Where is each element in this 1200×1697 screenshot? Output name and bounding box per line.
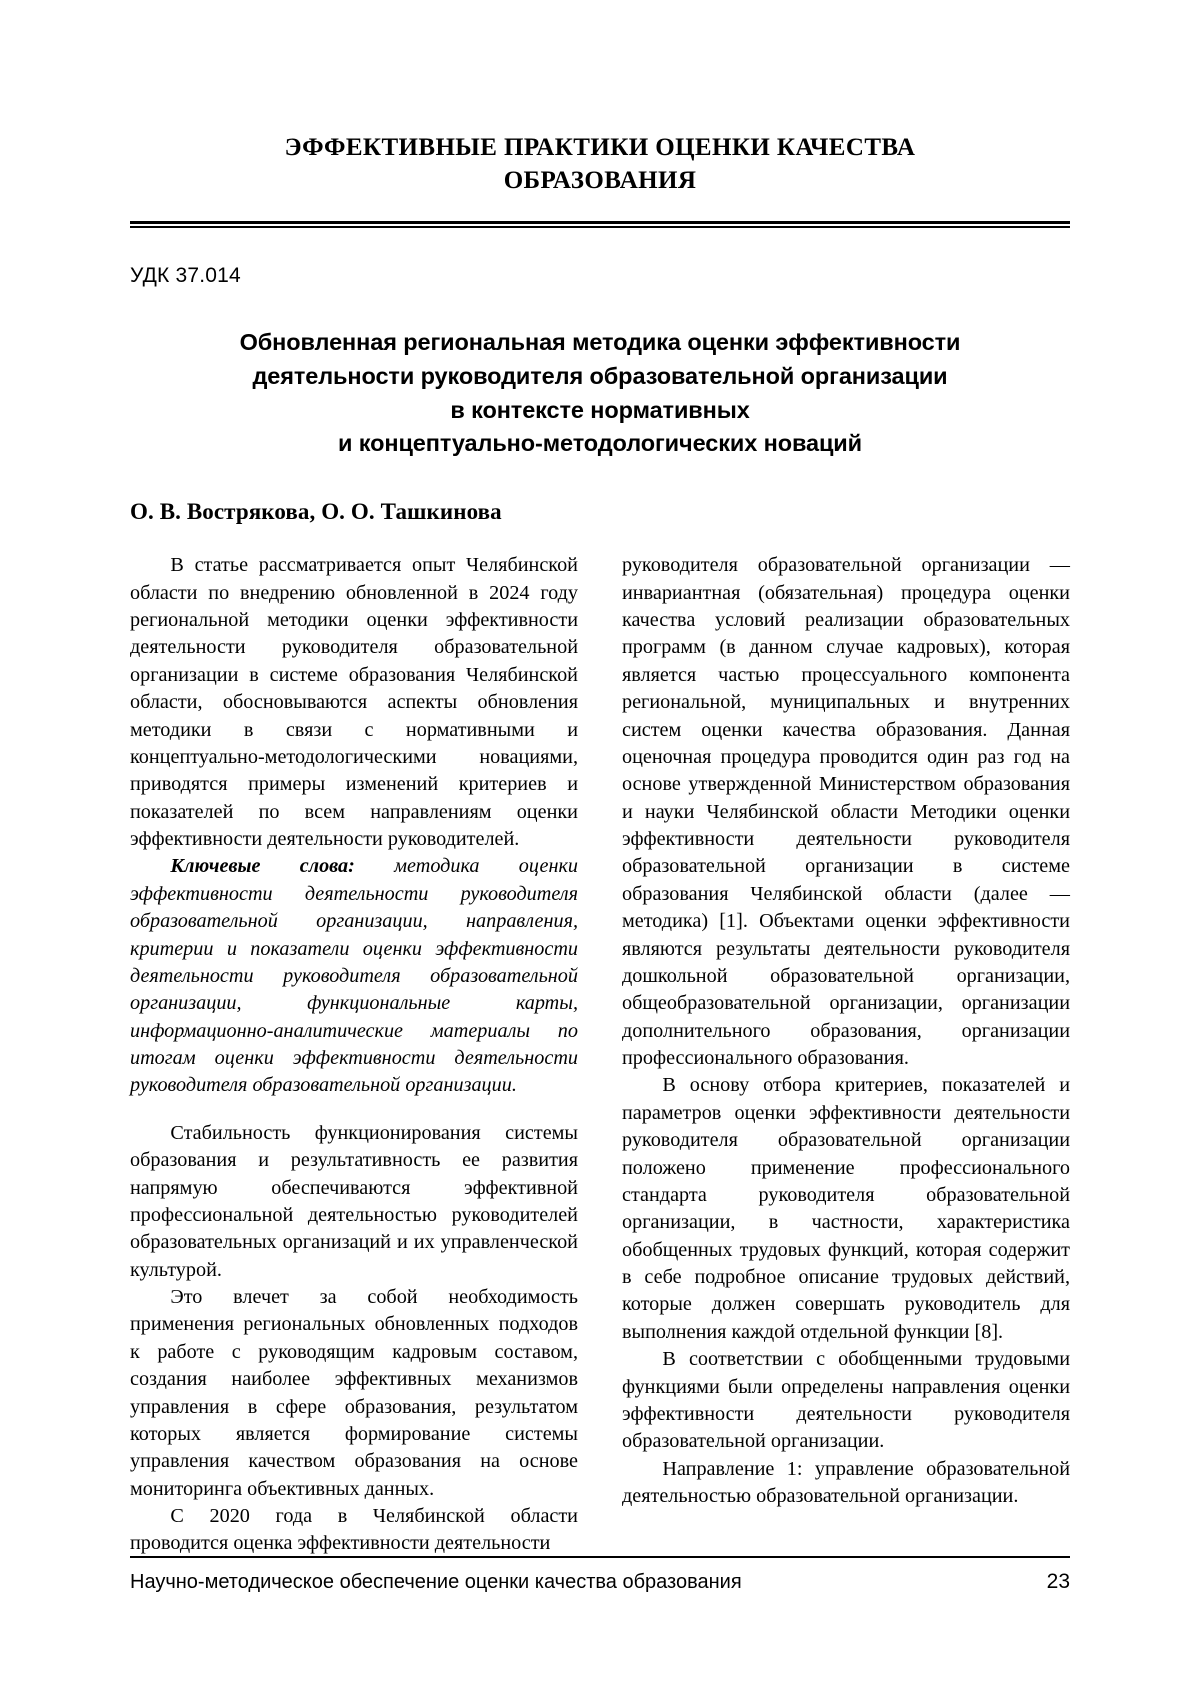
udc-code: УДК 37.014: [130, 264, 241, 287]
section-title-line-2: ОБРАЗОВАНИЯ: [503, 167, 697, 194]
article-title-line-3: в контексте нормативных: [450, 396, 750, 423]
body-paragraph: Направление 1: управление образовательной деятельностью образовательной организации.: [622, 1457, 1070, 1508]
article-title-line-1: Обновленная региональная методика оценки эффективности: [239, 329, 961, 355]
page-number: 23: [1046, 1570, 1070, 1593]
article-title: [130, 326, 1070, 461]
body-paragraph: С 2020 года в Челябинской области проводится оценка эффективности деятельности: [130, 1505, 578, 1555]
abstract-paragraph: В статье рассматривается опыт Челябинской области по внедрению обновленной в 2024 году региональной методики оценки эффективности деятельности руководителя образовательной организации в системе образования Челябинской области, обосновываются аспекты обновления методики в связи с нормативными и концептуально-методологическими новациями, приводятся примеры изменений критериев и показателей по всем направлениям оценки эффективности деятельности руководителей.: [130, 554, 578, 851]
authors-line: О. В. Вострякова, О. О. Ташкинова: [130, 499, 502, 525]
body-paragraph: В соответствии с обобщенными трудовыми функциями были определены направления оценки эффективности деятельности руководителя образовательной организации.: [622, 1348, 1070, 1453]
footer-divider: [130, 1556, 1070, 1558]
section-title-line-1: ЭФФЕКТИВНЫЕ ПРАКТИКИ ОЦЕНКИ КАЧЕСТВА: [284, 134, 916, 161]
body-paragraph: В основу отбора критериев, показателей и параметров оценки эффективности деятельности руководителя образовательной организации положено применение профессионального стандарта руководителя образовательной организации, в частности, характеристика обобщенных трудовых функций, которая содержит в себе подробное описание трудовых действий, которые должен совершать руководитель для выполнения каждой отдельной функции [8].: [622, 1074, 1070, 1343]
keywords-paragraph: [130, 853, 578, 1099]
body-paragraph: Это влечет за собой необходимость применения региональных обновленных подходов к работе с руководящим кадровым составом, создания наиболее эффективных механизмов управления в сфере образования, результатом которых является формирование системы управления качеством образования на основе мониторинга объективных данных.: [130, 1286, 578, 1500]
article-title-line-4: и концептуально-методологических новаций: [337, 430, 863, 457]
column-right: [622, 552, 1070, 1558]
keywords-text: методика оценки эффективности деятельности руководителя образовательной организации, направления, критерии и показатели оценки эффективности деятельности руководителя образовательной организации, функциональные карты, информационно-аналитические материалы по итогам оценки эффективности деятельности руководителя образовательной организации.: [130, 855, 578, 1097]
article-title-line-2: деятельности руководителя образовательной организации: [252, 362, 948, 389]
keywords-label: Ключевые слова:: [170, 855, 355, 878]
section-running-title: [130, 131, 1070, 197]
column-left: [130, 552, 578, 1558]
footer-running-title: Научно-методическое обеспечение оценки качества образования: [130, 1571, 742, 1593]
page-content: [130, 0, 1070, 1558]
body-paragraph: Стабильность функционирования системы образования и результативность ее развития напрямую обеспечиваются эффективной профессиональной деятельностью руководителей образовательных организаций и их управленческой культурой.: [130, 1121, 578, 1281]
body-columns: [130, 552, 1070, 1558]
body-paragraph: руководителя образовательной организации — инвариантная (обязательная) процедура оценки качества условий реализации образовательных программ (в данном случае кадровых), которая является частью процессуального компонента региональной, муниципальных и внутренних систем оценки качества образования. Данная оценочная процедура проводится один раз год на основе утвержденной Министерством образования и науки Челябинской области Методики оценки эффективности деятельности руководителя образовательной организации в системе образования Челябинской области (далее — методика) [1]. Объектами оценки эффективности являются результаты деятельности руководителя дошкольной образовательной организации, общеобразовательной организации, организации дополнительного образования, организации профессионального образования.: [622, 554, 1070, 1070]
header-divider: [130, 221, 1070, 228]
page-footer: [130, 1570, 1070, 1594]
